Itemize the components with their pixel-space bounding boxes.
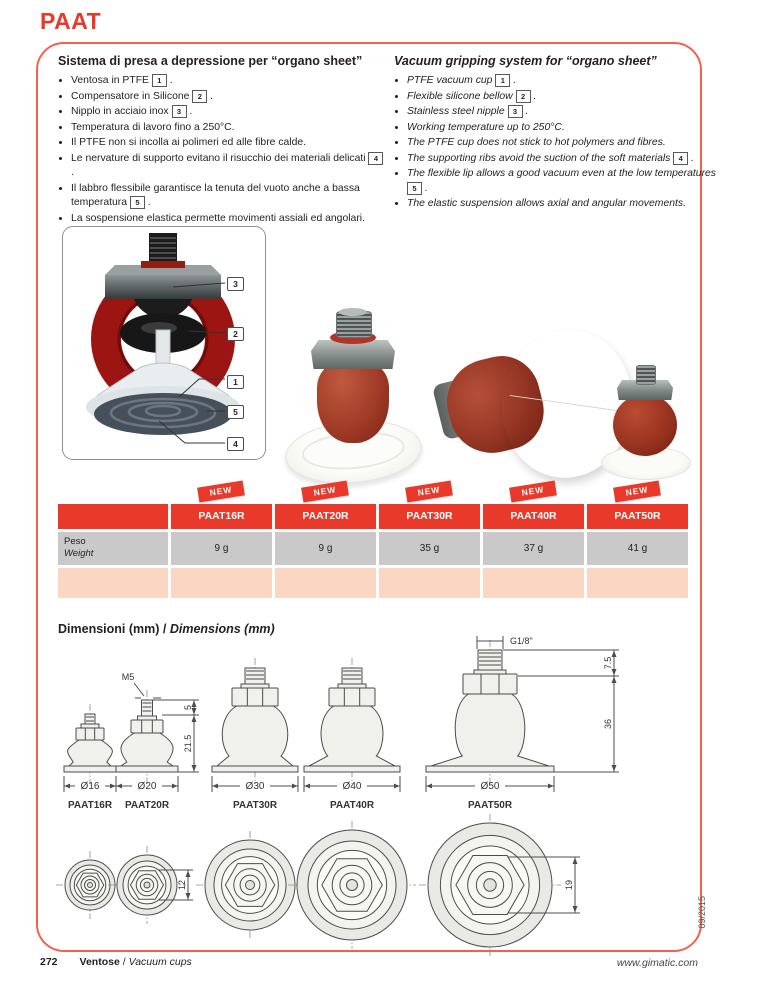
silicone-bellow	[317, 359, 389, 443]
bullet-item: • PTFE vacuum cup 1 .	[407, 74, 716, 89]
callout-ref: 5	[407, 182, 422, 195]
silicone-bellow	[613, 394, 677, 456]
bullet-item: • Nipplo in acciaio inox 3 .	[71, 105, 388, 120]
empty-row-cell	[587, 568, 688, 598]
callout-ref: 3	[508, 105, 523, 118]
empty-row-cell	[171, 568, 272, 598]
diameter-label: Ø50	[480, 781, 500, 792]
empty-row-cell	[58, 568, 168, 598]
edition-date: 09/2015	[697, 896, 707, 929]
intro-english	[394, 54, 716, 213]
feature-list-en	[394, 74, 716, 212]
empty-row-cell	[275, 568, 376, 598]
hex-nut	[105, 275, 221, 299]
callout-ref: 1	[495, 74, 510, 87]
dim-label: 7.5	[603, 656, 613, 670]
product-photo-small-cup	[598, 372, 694, 480]
dim-label: G1/8"	[510, 636, 533, 646]
footer-left	[40, 956, 192, 968]
bullet-item: • Il labbro flessibile garantisce la tenuta del vuoto anche a bassa temperatura 5 .	[71, 182, 388, 211]
diameter-label: Ø20	[137, 781, 157, 792]
empty-row-cell	[483, 568, 584, 598]
diameter-label: Ø40	[342, 781, 362, 792]
bullet-item: • Stainless steel nipple 3 .	[407, 105, 716, 120]
callout-ref: 2	[516, 90, 531, 103]
website-link[interactable]: www.gimatic.com	[616, 957, 698, 969]
bullet-item: • Flexible silicone bellow 2 .	[407, 90, 716, 105]
callout-box-5: 5	[227, 405, 244, 419]
bullet-item: • The flexible lip allows a good vacuum even at the low temperatures 5 .	[407, 167, 716, 196]
product-photo-standing-cup	[285, 315, 421, 485]
model-name: PAAT50R	[467, 800, 513, 811]
diameter-label: Ø16	[80, 781, 100, 792]
callout-box-1: 1	[227, 375, 244, 389]
new-badge: NEW	[301, 480, 349, 502]
hex-nut	[311, 340, 395, 369]
threaded-nipple	[636, 365, 656, 385]
dimensions-heading-it: Dimensioni (mm)	[58, 622, 163, 636]
new-badge: NEW	[197, 480, 245, 502]
dim-label: 12	[177, 879, 187, 891]
bullet-item: • Il PTFE non si incolla ai polimeri ed alle fibre calde.	[71, 136, 388, 151]
bullet-item: • Working temperature up to 250°C.	[407, 121, 716, 136]
dimensions-heading-en: Dimensions (mm)	[169, 622, 275, 636]
callout-ref: 3	[172, 105, 187, 118]
callout-ref: 4	[673, 152, 688, 165]
table-header-model: PAAT40R	[483, 504, 584, 529]
table-header-model: PAAT16R	[171, 504, 272, 529]
product-table	[58, 504, 688, 598]
new-badge: NEW	[613, 480, 661, 502]
dim-label: 5	[183, 704, 193, 711]
bullet-item: • Compensatore in Silicone 2 .	[71, 90, 388, 105]
dim-label: 21.5	[183, 734, 193, 753]
bullet-item: • The elastic suspension allows axial and angular movements.	[407, 197, 716, 212]
table-header-model: PAAT30R	[379, 504, 480, 529]
footer-category-it: Ventose	[79, 956, 120, 968]
weight-value: 37 g	[483, 532, 584, 565]
table-header-model: PAAT50R	[587, 504, 688, 529]
model-name: PAAT20R	[124, 800, 170, 811]
bullet-item: • The supporting ribs avoid the suction of the soft materials 4 .	[407, 152, 716, 167]
weight-value: 9 g	[171, 532, 272, 565]
callout-box-3: 3	[227, 277, 244, 291]
weight-value: 35 g	[379, 532, 480, 565]
empty-row-cell	[379, 568, 480, 598]
callout-ref: 5	[130, 196, 145, 209]
bullet-item: • La sospensione elastica permette movimenti assiali ed angolari.	[71, 212, 388, 227]
section-heading-en: Vacuum gripping system for “organo sheet”	[394, 54, 657, 68]
weight-value: 9 g	[275, 532, 376, 565]
dim-label: 19	[564, 879, 574, 891]
footer-category-en: Vacuum cups	[128, 956, 192, 968]
intro-italian	[58, 54, 388, 227]
cutaway-drawing-icon	[63, 227, 263, 456]
footer-separator: /	[122, 956, 129, 968]
callout-box-4: 4	[227, 437, 244, 451]
page-number: 272	[40, 956, 58, 968]
page-title: PAAT	[40, 8, 102, 34]
bullet-item: • Temperatura di lavoro fino a 250°C.	[71, 121, 388, 136]
bullet-item: • Ventosa in PTFE 1 .	[71, 74, 388, 89]
new-badge: NEW	[405, 480, 453, 502]
callout-box-2: 2	[227, 327, 244, 341]
row-label: Peso Weight	[58, 532, 168, 565]
dim-label: M5	[121, 672, 135, 682]
bullet-item: • Le nervature di supporto evitano il risucchio dei materiali delicati 4 .	[71, 152, 388, 181]
dim-label: 36	[603, 718, 613, 730]
table-header-empty	[58, 504, 168, 529]
callout-ref: 1	[152, 74, 167, 87]
model-name: PAAT16R	[67, 800, 113, 811]
technical-drawings	[40, 628, 730, 958]
section-heading-it: Sistema di presa a depressione per “organo sheet”	[58, 54, 363, 68]
cutaway-image	[62, 226, 266, 460]
table-header-model: PAAT20R	[275, 504, 376, 529]
model-name: PAAT40R	[329, 800, 375, 811]
new-badge: NEW	[509, 480, 557, 502]
weight-value: 41 g	[587, 532, 688, 565]
diameter-label: Ø30	[245, 781, 265, 792]
feature-list-it	[58, 74, 388, 226]
callout-ref: 4	[368, 152, 383, 165]
callout-ref: 2	[192, 90, 207, 103]
threaded-nipple	[336, 311, 372, 338]
dimensions-heading-sep: /	[162, 622, 170, 636]
bullet-item: • The PTFE cup does not stick to hot polymers and fibres.	[407, 136, 716, 151]
model-name: PAAT30R	[232, 800, 278, 811]
